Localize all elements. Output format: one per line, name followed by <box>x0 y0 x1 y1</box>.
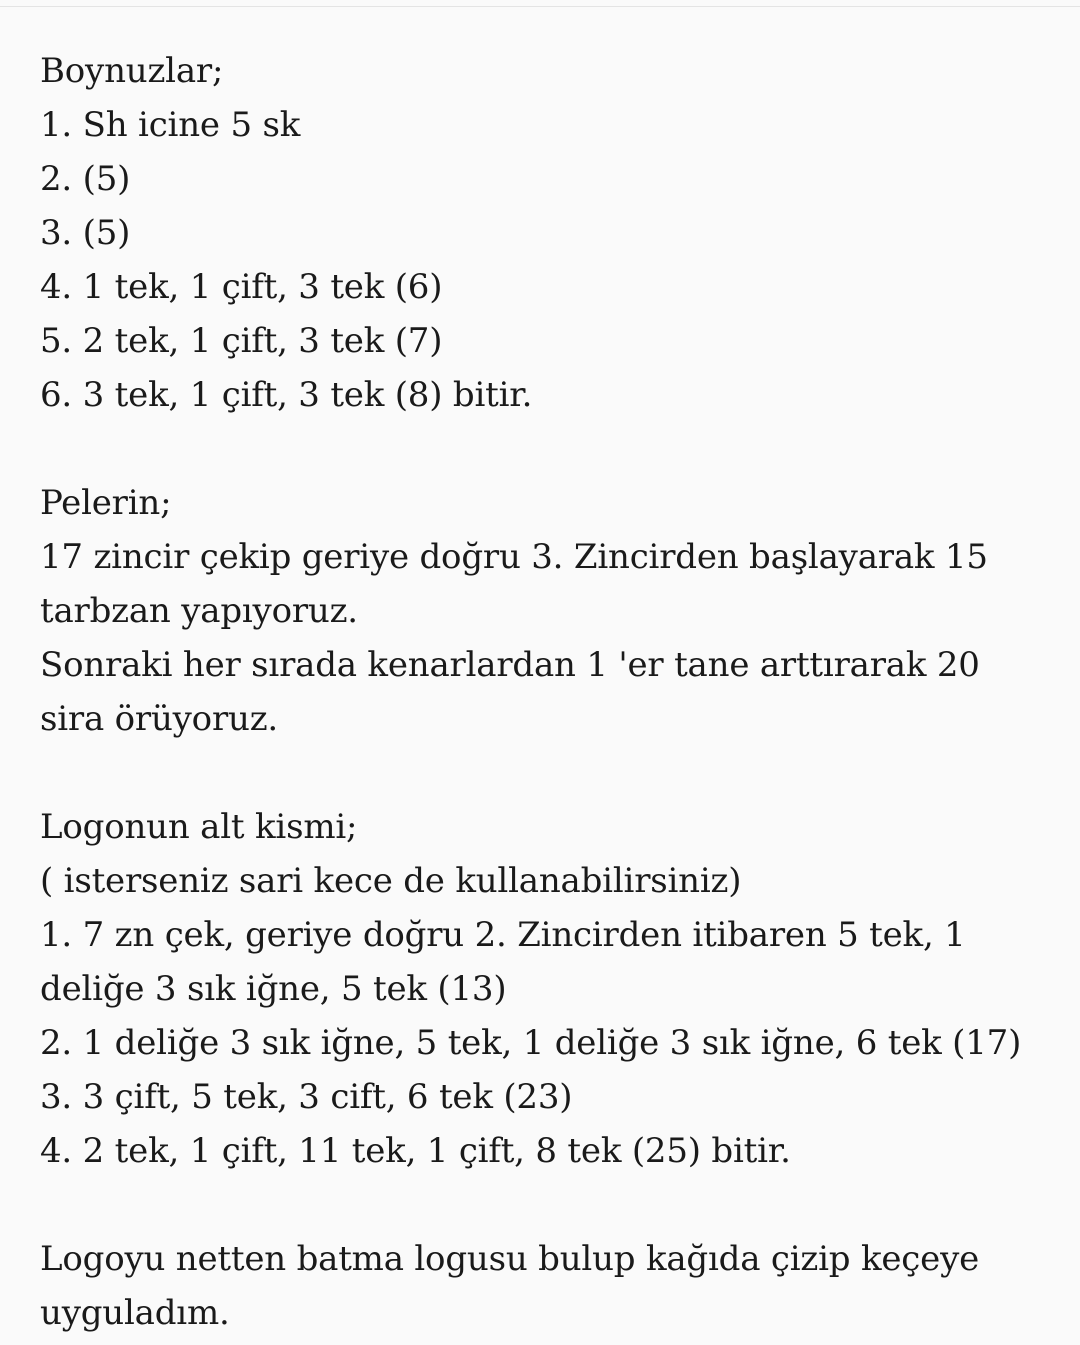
instruction-line: 5. 2 tek, 1 çift, 3 tek (7) <box>40 321 443 361</box>
instruction-line: 4. 2 tek, 1 çift, 11 tek, 1 çift, 8 tek (25) bitir. <box>40 1131 791 1171</box>
paragraph-gap <box>40 1178 1060 1232</box>
instruction-line: 4. 1 tek, 1 çift, 3 tek (6) <box>40 267 443 307</box>
paragraph-gap <box>40 422 1060 476</box>
instruction-line: 1. Sh icine 5 sk <box>40 105 301 145</box>
section-boynuzlar <box>40 44 1060 422</box>
instruction-line: 2. (5) <box>40 159 131 199</box>
instruction-line: 17 zincir çekip geriye doğru 3. Zincirden başlayarak 15 <box>40 537 988 577</box>
section-heading: Logonun alt kismi; <box>40 807 358 847</box>
instruction-line: ( isterseniz sari kece de kullanabilirsiniz) <box>40 861 742 901</box>
closing-note-line: uyguladım. <box>40 1293 230 1333</box>
instruction-line: deliğe 3 sık iğne, 5 tek (13) <box>40 969 507 1009</box>
section-pelerin <box>40 476 1060 746</box>
instruction-line: 2. 1 deliğe 3 sık iğne, 5 tek, 1 deliğe 3 sık iğne, 6 tek (17) <box>40 1023 1022 1063</box>
section-heading: Boynuzlar; <box>40 51 224 91</box>
pattern-document <box>40 44 1060 1340</box>
paragraph-gap <box>40 746 1060 800</box>
closing-note-line: Logoyu netten batma logusu bulup kağıda çizip keçeye <box>40 1239 979 1279</box>
instruction-line: 3. 3 çift, 5 tek, 3 cift, 6 tek (23) <box>40 1077 573 1117</box>
instruction-line: 3. (5) <box>40 213 131 253</box>
instruction-line: 1. 7 zn çek, geriye doğru 2. Zincirden itibaren 5 tek, 1 <box>40 915 966 955</box>
top-divider <box>0 6 1080 7</box>
section-closing-note <box>40 1232 1060 1340</box>
section-logonun-alt-kismi <box>40 800 1060 1178</box>
instruction-line: tarbzan yapıyoruz. <box>40 591 358 631</box>
instruction-line: 6. 3 tek, 1 çift, 3 tek (8) bitir. <box>40 375 533 415</box>
section-heading: Pelerin; <box>40 483 172 523</box>
instruction-line: Sonraki her sırada kenarlardan 1 'er tane arttırarak 20 <box>40 645 980 685</box>
instruction-line: sira örüyoruz. <box>40 699 279 739</box>
